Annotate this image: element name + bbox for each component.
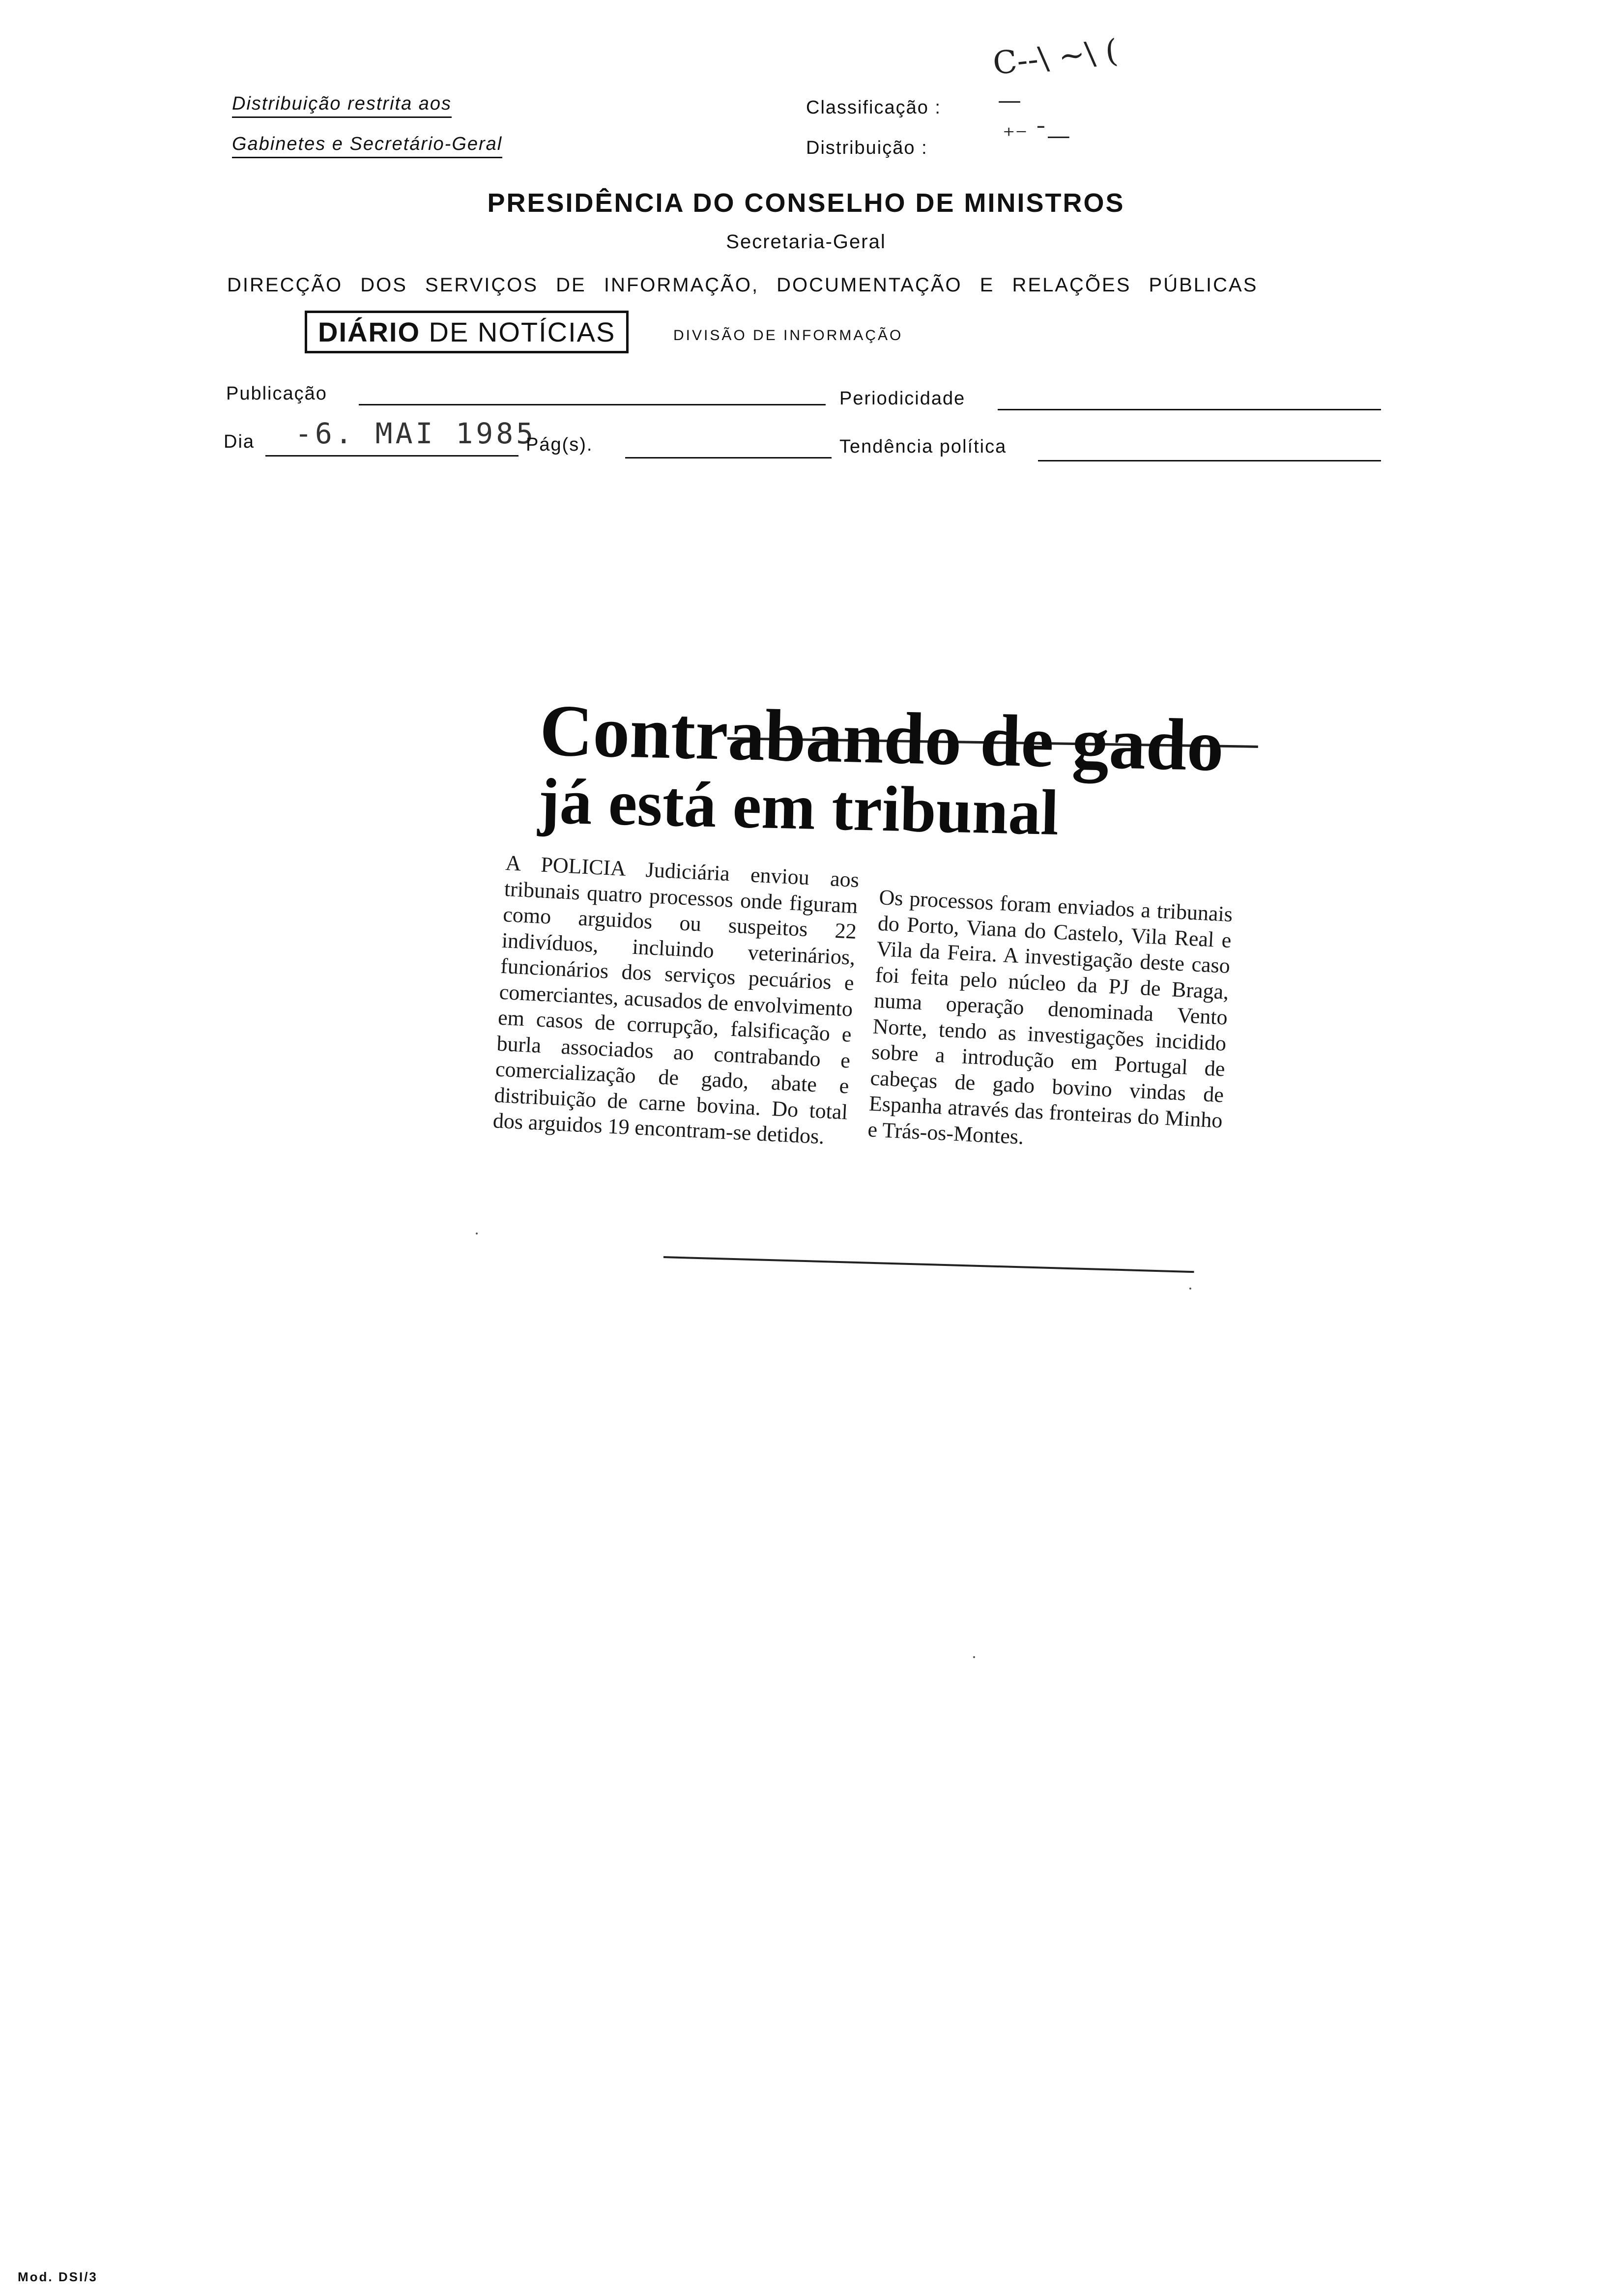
article-column-right: Os processos foram enviados a tribunais do Porto, Viana do Castelo, Vila Real e Vila da Feira. A investigação deste caso foi feita pelo núcleo da PJ de Braga, numa operação denominada Vento Norte, tendo as investigações incidido sobre a introdução em Portugal de cabeças de gado bovino vindas de Espanha através das fronteiras do Minho e Trás-os-Montes.: [867, 885, 1234, 1149]
pages-label: Pág(s).: [526, 434, 593, 455]
day-label: Dia: [224, 431, 255, 452]
date-stamp: -6. MAI 1985: [295, 417, 537, 450]
article-headline-line1: Contrabando de gado: [539, 689, 1225, 787]
restricted-note-line2: Gabinetes e Secretário-Geral: [232, 134, 502, 158]
article-headline-line2: já está em tribunal: [537, 764, 1060, 849]
article-column-left: A POLICIA Judiciária enviou aos tribunais quatro processos onde figuram como arguidos ou suspeitos 22 indivíduos, incluindo veterinários, funcionários dos serviços pecuários e comerciantes, acusados de envolvimento em casos de corrupção, falsificação e burla associados ao contrabando e comercialização de gado, abate e distribuição de carne bovina. Do total dos arguidos 19 encontram-se detidos.: [492, 850, 860, 1149]
handwritten-classification-mark: —: [998, 86, 1021, 114]
restricted-note-line1: Distribuição restrita aos: [232, 93, 452, 118]
page-title: PRESIDÊNCIA DO CONSELHO DE MINISTROS: [487, 188, 1125, 218]
publication-stamp: [305, 311, 629, 353]
periodicity-field-line: [998, 409, 1381, 410]
publication-stamp-bold: DIÁRIO: [318, 316, 420, 347]
political-tendency-label: Tendência política: [839, 436, 1007, 457]
periodicity-label: Periodicidade: [839, 388, 966, 409]
page-subtitle: Secretaria-Geral: [726, 231, 886, 253]
publication-field-line: [359, 404, 826, 405]
pages-field-line: [625, 457, 832, 459]
publication-stamp-rest: DE NOTÍCIAS: [420, 316, 616, 347]
form-code: Mod. DSI/3: [18, 2269, 98, 2284]
handwritten-code: C--\ ~\ (: [991, 32, 1120, 83]
article-headline: [537, 689, 1225, 850]
department-name: DIRECÇÃO DOS SERVIÇOS DE INFORMAÇÃO, DOCUMENTAÇÃO E RELAÇÕES PÚBLICAS: [227, 274, 1258, 296]
handwritten-distribution-mark: ⁺⁻ ˉ—: [1003, 122, 1070, 149]
publication-label: Publicação: [226, 383, 327, 404]
scan-speck: [973, 1656, 975, 1658]
political-tendency-field-line: [1038, 460, 1381, 461]
day-field-line: [265, 455, 518, 457]
scan-speck: [1189, 1288, 1191, 1290]
scan-speck: [476, 1233, 478, 1234]
classification-label: Classificação :: [806, 97, 941, 118]
distribution-label: Distribuição :: [806, 138, 928, 158]
division-name: DIVISÃO DE INFORMAÇÃO: [673, 327, 903, 344]
clipping-bottom-rule: [663, 1256, 1194, 1273]
